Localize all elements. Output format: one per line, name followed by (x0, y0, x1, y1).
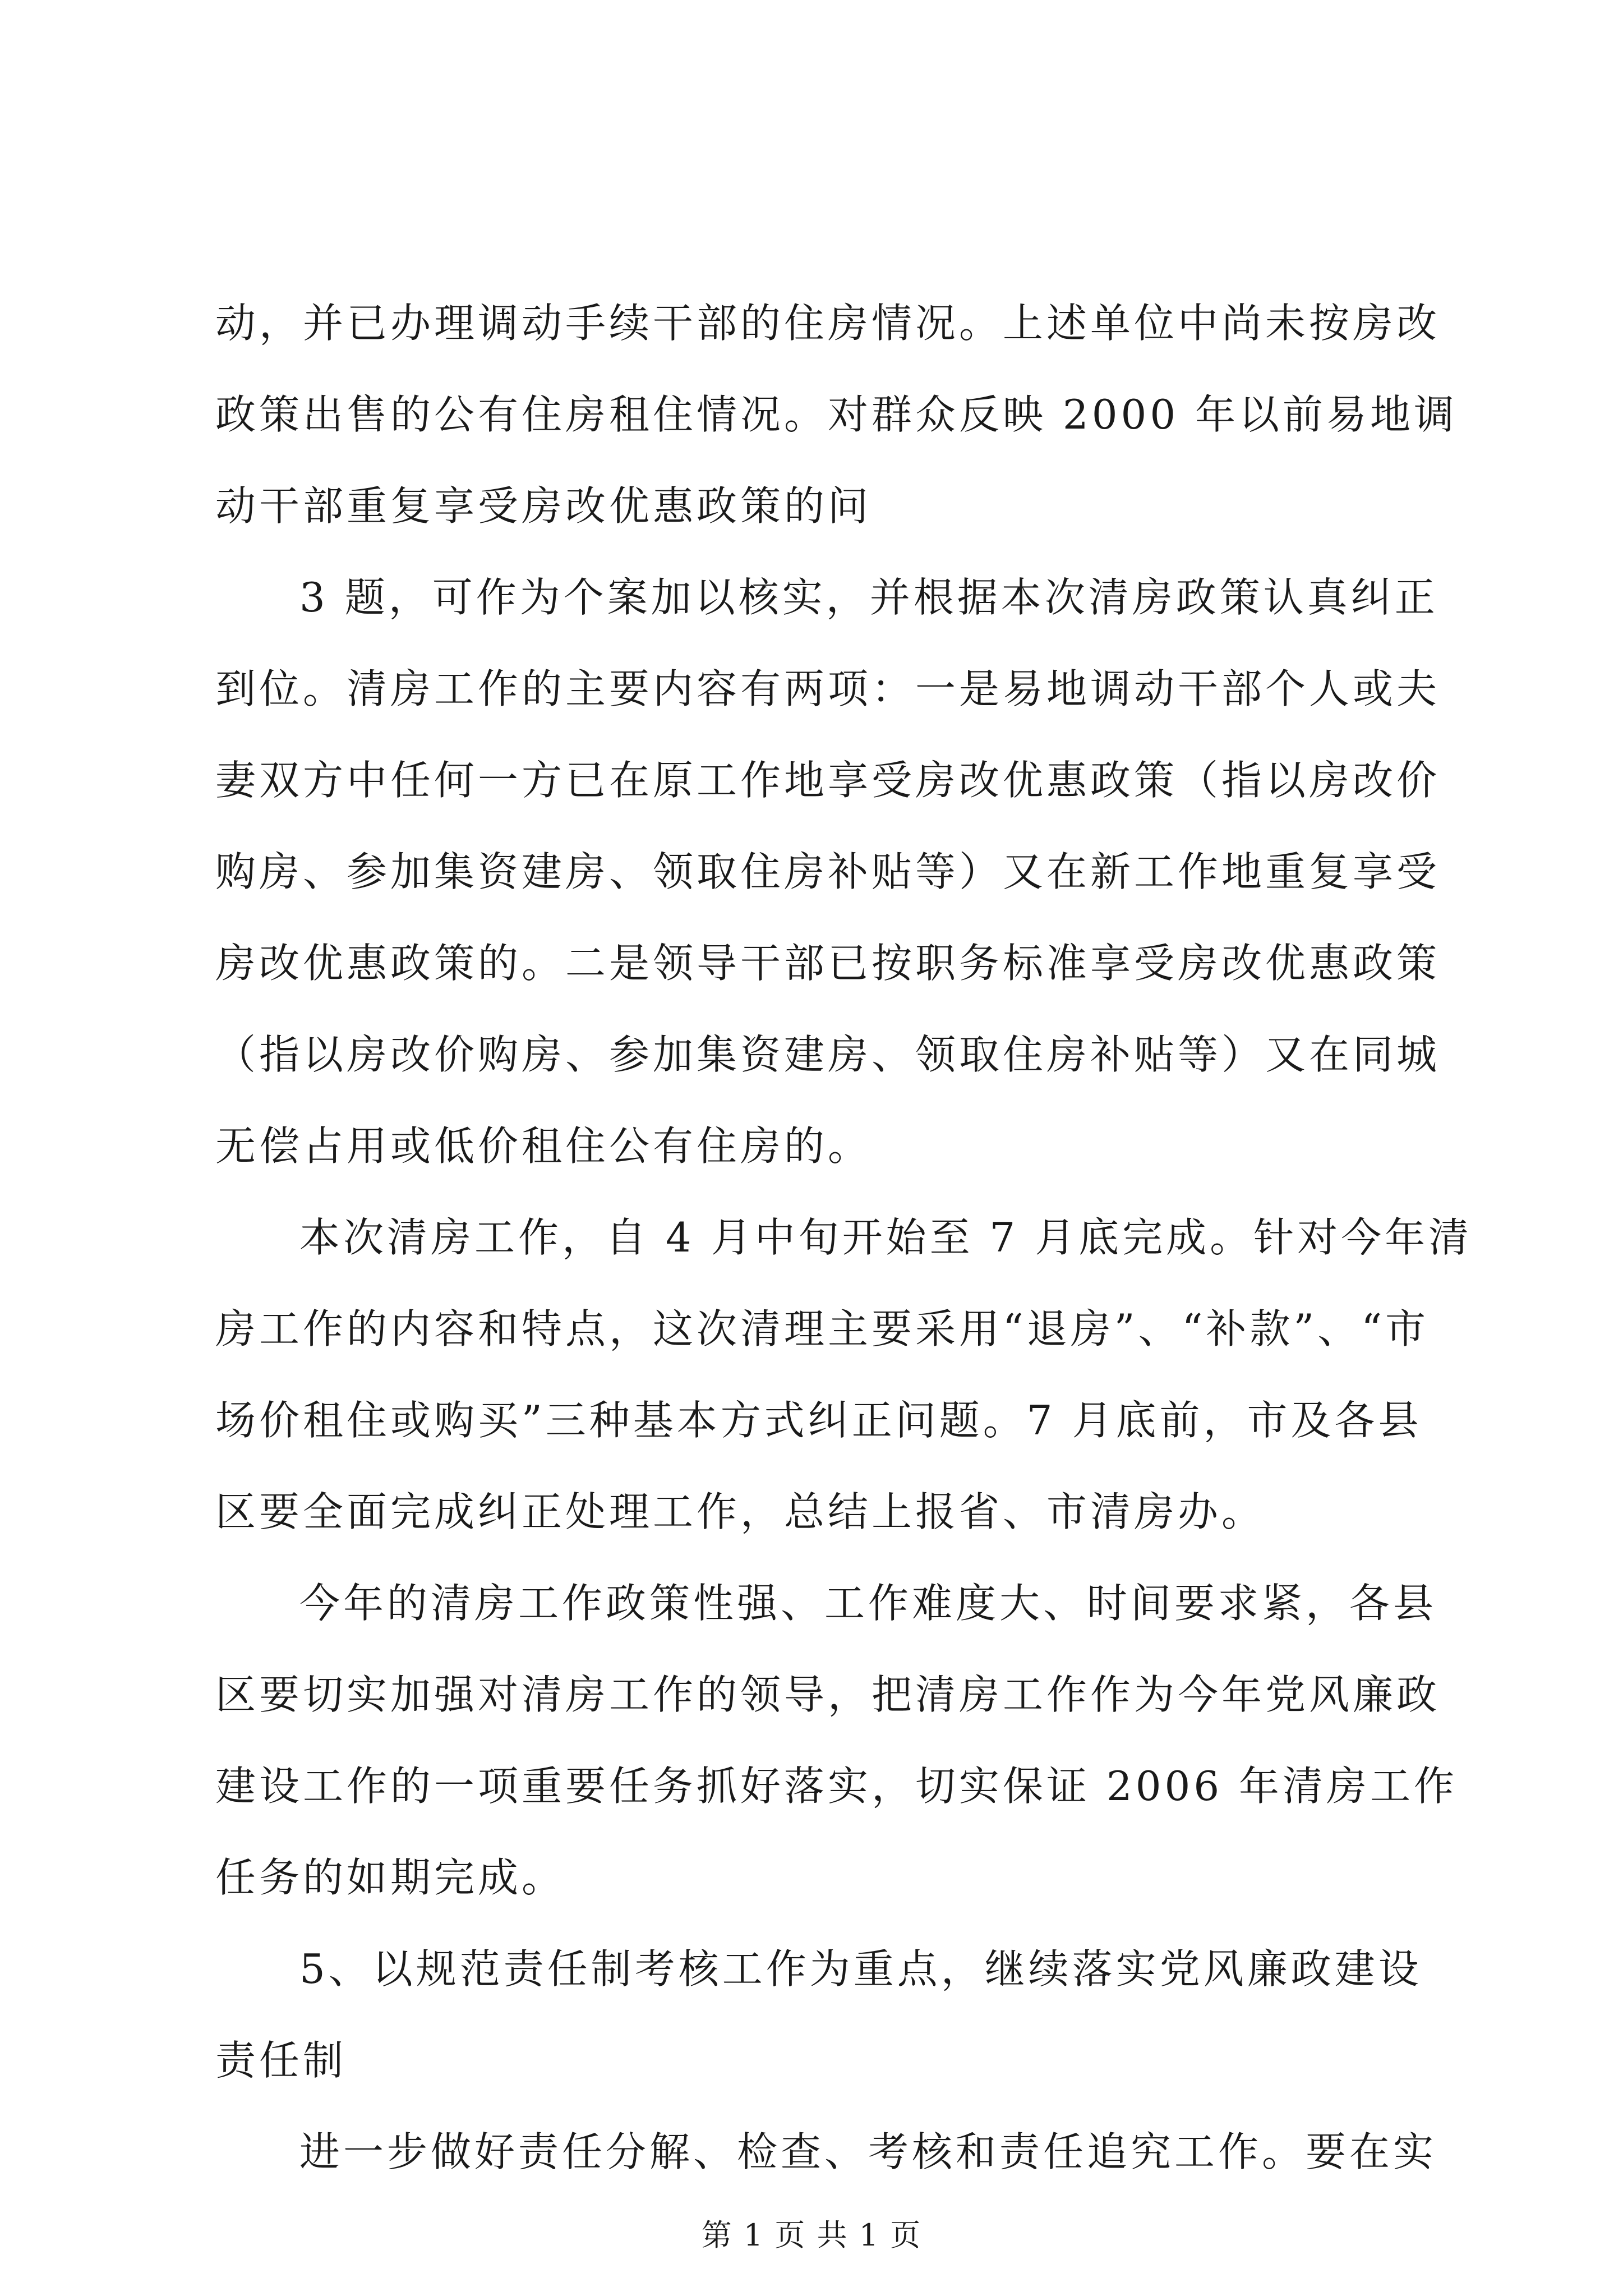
body-text-line: 任务的如期完成。 (215, 1854, 566, 1901)
body-text-line: 动干部重复享受房改优惠政策的问 (215, 482, 872, 530)
paragraph-first-line: 今年的清房工作政策性强、工作难度大、时间要求紧，各县 (299, 1580, 1437, 1627)
body-text-line: 到位。清房工作的主要内容有两项：一是易地调动干部个人或夫 (215, 665, 1441, 712)
body-text-line: 区要全面完成纠正处理工作，总结上报省、市清房办。 (215, 1488, 1266, 1535)
section-heading-line: 5、以规范责任制考核工作为重点，继续落实党风廉政建设 (299, 1945, 1422, 1993)
body-text-line: （指以房改价购房、参加集资建房、领取住房补贴等）又在同城 (215, 1031, 1441, 1078)
body-text-line: 房工作的内容和特点，这次清理主要采用“退房”、“补款”、“市 (215, 1305, 1430, 1352)
body-text-line: 场价租住或购买”三种基本方式纠正问题。7 月底前，市及各县 (215, 1397, 1422, 1444)
paragraph-first-line: 3 题，可作为个案加以核实，并根据本次清房政策认真纠正 (299, 574, 1438, 621)
body-text-line: 无偿占用或低价租住公有住房的。 (215, 1122, 872, 1170)
body-text-line: 房改优惠政策的。二是领导干部已按职务标准享受房改优惠政策 (215, 940, 1441, 987)
body-text-line: 建设工作的一项重要任务抓好落实，切实保证 2006 年清房工作 (215, 1763, 1458, 1810)
body-text-line: 动，并已办理调动手续干部的住房情况。上述单位中尚未按房改 (215, 300, 1441, 347)
paragraph-first-line: 本次清房工作，自 4 月中旬开始至 7 月底完成。针对今年清 (299, 1214, 1473, 1261)
body-text-line: 妻双方中任何一方已在原工作地享受房改优惠政策（指以房改价 (215, 757, 1441, 804)
page-number-footer: 第 1 页 共 1 页 (701, 2217, 922, 2253)
paragraph-first-line: 进一步做好责任分解、检查、考核和责任追究工作。要在实 (299, 2128, 1437, 2175)
body-text-line: 购房、参加集资建房、领取住房补贴等）又在新工作地重复享受 (215, 848, 1441, 895)
section-heading-line: 责任制 (215, 2037, 347, 2084)
body-text-line: 政策出售的公有住房租住情况。对群众反映 2000 年以前易地调 (215, 391, 1458, 438)
body-text-line: 区要切实加强对清房工作的领导，把清房工作作为今年党风廉政 (215, 1671, 1441, 1718)
